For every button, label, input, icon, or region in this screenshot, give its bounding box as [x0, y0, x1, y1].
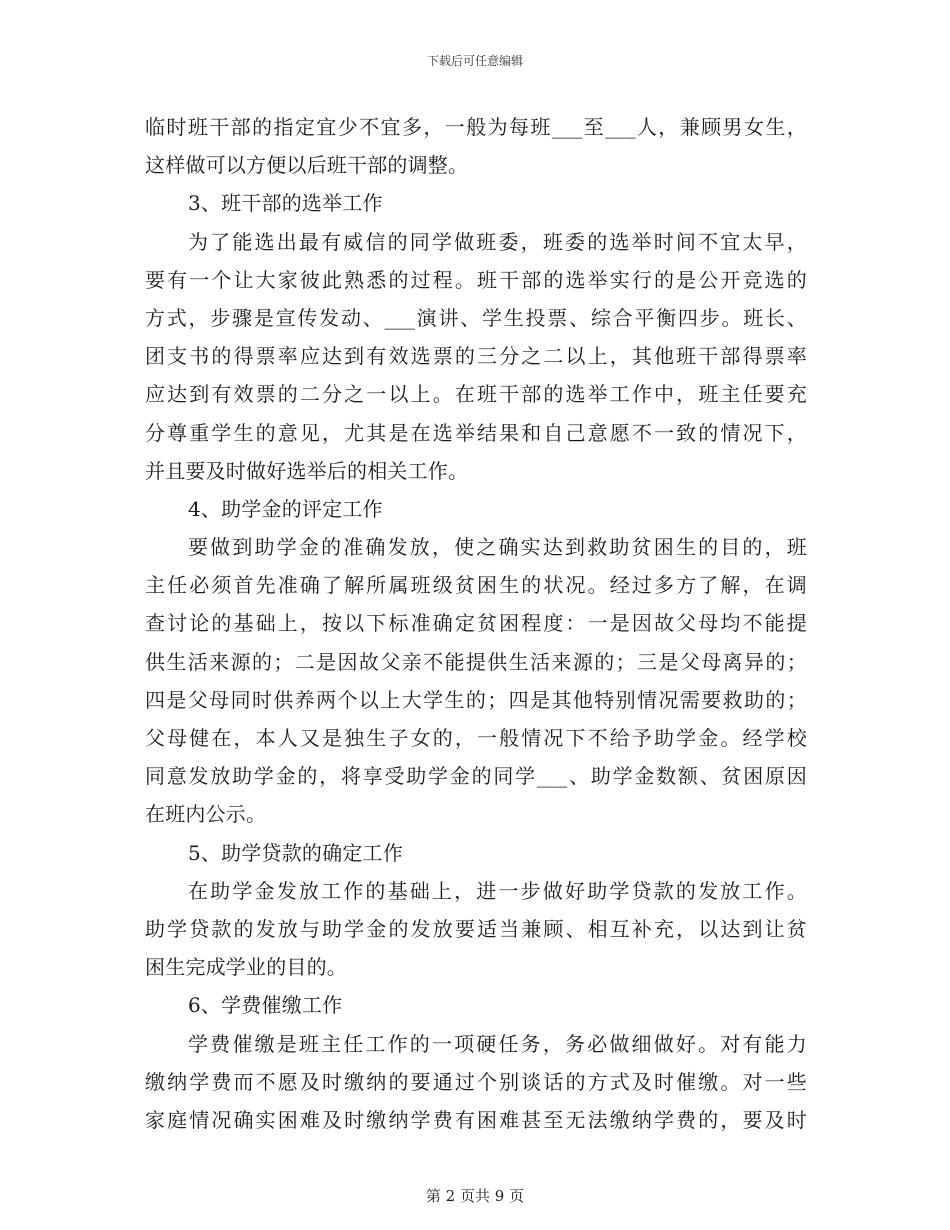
section-heading: 3、班干部的选举工作	[188, 191, 383, 216]
text-line: 在班内公示。	[145, 802, 267, 827]
text-line: 团支书的得票率应达到有效选票的三分之二以上，其他班干部得票率	[145, 344, 807, 369]
text-line: 四是父母同时供养两个以上大学生的；四是其他特别情况需要救助的；	[145, 687, 807, 712]
document-body	[145, 108, 807, 1139]
text-line: 父母健在，本人又是独生子女的，一般情况下不给予助学金。经学校	[145, 726, 807, 750]
section-heading: 4、助学金的评定工作	[188, 496, 383, 521]
text-line: 临时班干部的指定宜少不宜多，一般为每班___至___人，兼顾男女生，	[145, 115, 807, 139]
page-number: 第 2 页共 9 页	[425, 1187, 525, 1205]
text-line: 学费催缴是班主任工作的一项硬任务，务必做细做好。对有能力	[188, 1031, 807, 1056]
text-line: 这样做可以方便以后班干部的调整。	[145, 153, 469, 178]
page-header: 下载后可任意编辑	[426, 54, 523, 68]
text-line: 在助学金发放工作的基础上，进一步做好助学贷款的发放工作。	[188, 878, 807, 903]
section-heading: 5、助学贷款的确定工作	[188, 840, 403, 865]
text-line: 缴纳学费而不愿及时缴纳的要通过个别谈话的方式及时催缴。对一些	[145, 1069, 807, 1094]
text-line: 困生完成学业的目的。	[145, 955, 347, 980]
text-line: 家庭情况确实困难及时缴纳学费有困难甚至无法缴纳学费的，要及时	[145, 1107, 807, 1132]
text-line: 方式，步骤是宣传发动、___演讲、学生投票、综合平衡四步。班长、	[145, 305, 807, 330]
text-line: 同意发放助学金的，将享受助学金的同学___、助学金数额、贫困原因	[145, 764, 807, 789]
text-line: 要做到助学金的准确发放，使之确实达到救助贫困生的目的，班	[188, 535, 807, 560]
section-heading: 6、学费催缴工作	[188, 993, 343, 1018]
text-line: 要有一个让大家彼此熟悉的过程。班干部的选举实行的是公开竞选的	[145, 267, 807, 292]
text-line: 供生活来源的；二是因故父亲不能提供生活来源的；三是父母离异的；	[145, 649, 807, 674]
text-line: 主任必须首先准确了解所属班级贫困生的状况。经过多方了解，在调	[145, 573, 807, 598]
text-line: 分尊重学生的意见，尤其是在选举结果和自己意愿不一致的情况下，	[145, 420, 807, 445]
text-line: 助学贷款的发放与助学金的发放要适当兼顾、相互补充，以达到让贫	[145, 916, 807, 941]
text-line: 为了能选出最有威信的同学做班委，班委的选举时间不宜太早，	[188, 229, 807, 254]
text-line: 查讨论的基础上，按以下标准确定贫困程度：一是因故父母均不能提	[145, 611, 807, 636]
text-line: 应达到有效票的二分之一以上。在班干部的选举工作中，班主任要充	[145, 382, 807, 407]
text-line: 并且要及时做好选举后的相关工作。	[145, 458, 469, 483]
